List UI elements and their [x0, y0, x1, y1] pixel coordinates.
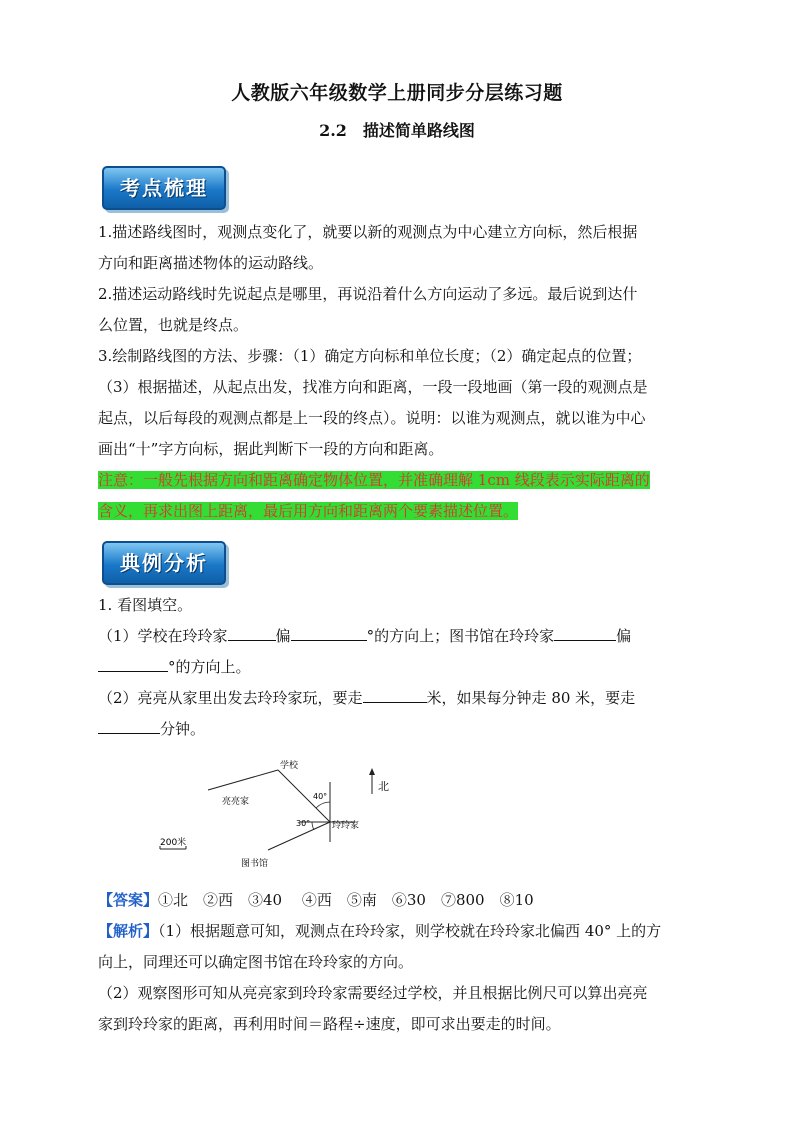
library-label: 图书馆 — [241, 859, 269, 869]
point-2-line-1: 2.描述运动路线时先说起点是哪里，再说沿着什么方向运动了多远。最后说到达什 — [98, 285, 638, 303]
page-subtitle: 2.2 描述简单路线图 — [319, 121, 475, 140]
note-line-2: 含义，再求出图上距离，最后用方向和距离两个要素描述位置。 — [98, 502, 519, 520]
question-block — [98, 590, 698, 745]
point-3-line-4: 画出“十”字方向标，据此判断下一段的方向和距离。 — [98, 440, 444, 458]
point-3-line-3: 起点，以后每段的观测点都是上一段的终点）。说明：以谁为观测点，就以谁为中心 — [98, 409, 646, 427]
angle-arc-30 — [312, 822, 314, 830]
section-badge-kaodian: 考点梳理 — [102, 166, 226, 210]
page-title: 人教版六年级数学上册同步分层练习题 — [231, 82, 563, 104]
section-badge-dianli: 典例分析 — [102, 541, 226, 585]
question-1-line-2: °的方向上。 — [98, 652, 698, 683]
analysis-line-4: 家到玲玲家的距离，再利用时间＝路程÷速度，即可求出要走的时间。 — [98, 1015, 561, 1033]
analysis-tag: 【解析】 — [98, 922, 159, 940]
angle-30-label: 30° — [296, 819, 311, 828]
liangliang-home-label: 亮亮家 — [222, 797, 250, 807]
point-3-line-2: （3）根据描述，从起点出发，找准方向和距离，一段一段地画（第一段的观测点是 — [98, 378, 648, 396]
answer-blank-5[interactable] — [363, 687, 427, 703]
angle-arc-40 — [316, 802, 330, 808]
answer-blank-1[interactable] — [228, 625, 276, 641]
point-1-line-1: 1.描述路线图时，观测点变化了，就要以新的观测点为中心建立方向标，然后根据 — [98, 223, 638, 241]
route-liangliang-to-school — [208, 770, 278, 790]
question-2-line-1: （2）亮亮从家里出发去玲玲家玩，要走 米，如果每分钟走 80 米，要走 — [98, 689, 636, 707]
question-2-line-2: 分钟。 — [98, 714, 698, 745]
key-points — [98, 217, 698, 527]
analysis-line-3: （2）观察图形可知从亮亮家到玲玲家需要经过学校，并且根据比例尺可以算出亮亮 — [98, 984, 648, 1002]
answer-blank-3[interactable] — [554, 625, 616, 641]
scale-label: 200米 — [160, 838, 187, 848]
answer-blank-2[interactable] — [291, 625, 367, 641]
point-3-line-1: 3.绘制路线图的方法、步骤：（1）确定方向标和单位长度；（2）确定起点的位置； — [98, 347, 642, 365]
route-map-figure — [150, 752, 410, 877]
point-2-line-2: 么位置，也就是终点。 — [98, 316, 249, 334]
note-line-1: 注意：一般先根据方向和距离确定物体位置，并准确理解 1cm 线段表示实际距离的 — [98, 471, 650, 489]
answer-line — [98, 885, 698, 916]
point-1-line-2: 方向和距离描述物体的运动路线。 — [98, 254, 324, 272]
answer-text: ①北 ②西 ③40 ④西 ⑤南 ⑥30 ⑦800 ⑧10 — [158, 891, 534, 909]
answer-tag: 【答案】 — [98, 891, 159, 909]
lingling-home-label: 玲玲家 — [332, 821, 360, 831]
analysis-line-2: 向上，同理还可以确定图书馆在玲玲家的方向。 — [98, 953, 414, 971]
school-label: 学校 — [280, 761, 299, 771]
answer-blank-4[interactable] — [98, 656, 168, 672]
answer-blank-6[interactable] — [98, 718, 160, 734]
angle-40-label: 40° — [313, 792, 328, 801]
north-arrow-head — [369, 768, 375, 775]
question-stem: 1. 看图填空。 — [98, 596, 193, 614]
analysis-line-1: 【解析】（1）根据题意可知，观测点在玲玲家，则学校就在玲玲家北偏西 40° 上的方 — [98, 922, 662, 940]
answer-analysis-block — [98, 885, 698, 1040]
question-1-line-1: （1）学校在玲玲家 偏 °的方向上；图书馆在玲玲家 偏 — [98, 627, 632, 645]
north-label: 北 — [378, 780, 389, 793]
